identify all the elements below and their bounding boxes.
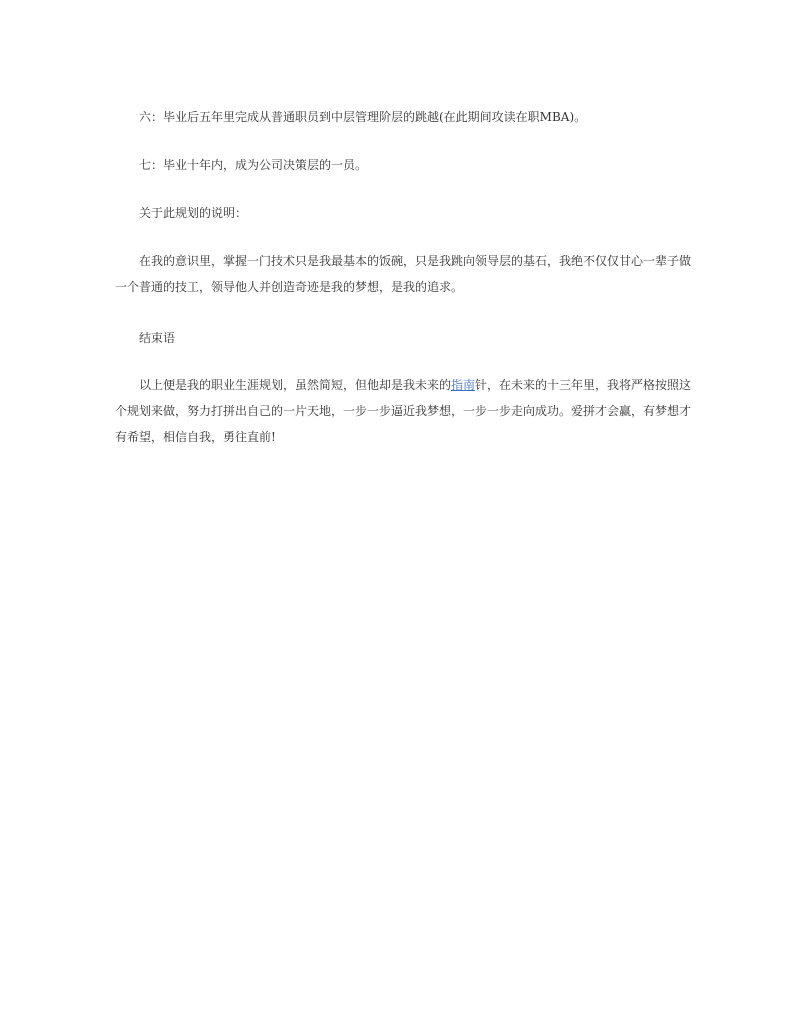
paragraph-line bbox=[115, 372, 692, 398]
paragraph-line: 有希望，相信自我，勇往直前! bbox=[115, 430, 276, 444]
section-heading-plan-note: 关于此规划的说明： bbox=[139, 206, 248, 220]
paragraph-line: 个规划来做，努力打拼出自己的一片天地，一步一步逼近我梦想，一步一步走向成功。爱拼才会赢，有梦想才 bbox=[115, 404, 692, 418]
text-after-link: 针，在未来的十三年里，我将严格按照这 bbox=[475, 378, 692, 392]
paragraph-conclusion bbox=[115, 372, 692, 450]
text-before-link: 以上便是我的职业生涯规划，虽然简短，但他却是我未来的 bbox=[139, 378, 452, 392]
paragraph-line: 一个普通的技工，领导他人并创造奇迹是我的梦想，是我的追求。 bbox=[115, 280, 464, 294]
paragraph-line: 在我的意识里，掌握一门技术只是我最基本的饭碗，只是我跳向领导层的基石，我绝不仅仅甘心一辈子做 bbox=[139, 254, 692, 268]
paragraph-step-six: 六：毕业后五年里完成从普通职员到中层管理阶层的跳越(在此期间攻读在职MBA)。 bbox=[139, 110, 587, 124]
guide-link[interactable]: 指南 bbox=[451, 378, 476, 392]
section-heading-conclusion: 结束语 bbox=[139, 331, 176, 345]
paragraph-plan-note bbox=[115, 248, 692, 300]
paragraph-step-seven: 七：毕业十年内，成为公司决策层的一员。 bbox=[139, 158, 368, 172]
